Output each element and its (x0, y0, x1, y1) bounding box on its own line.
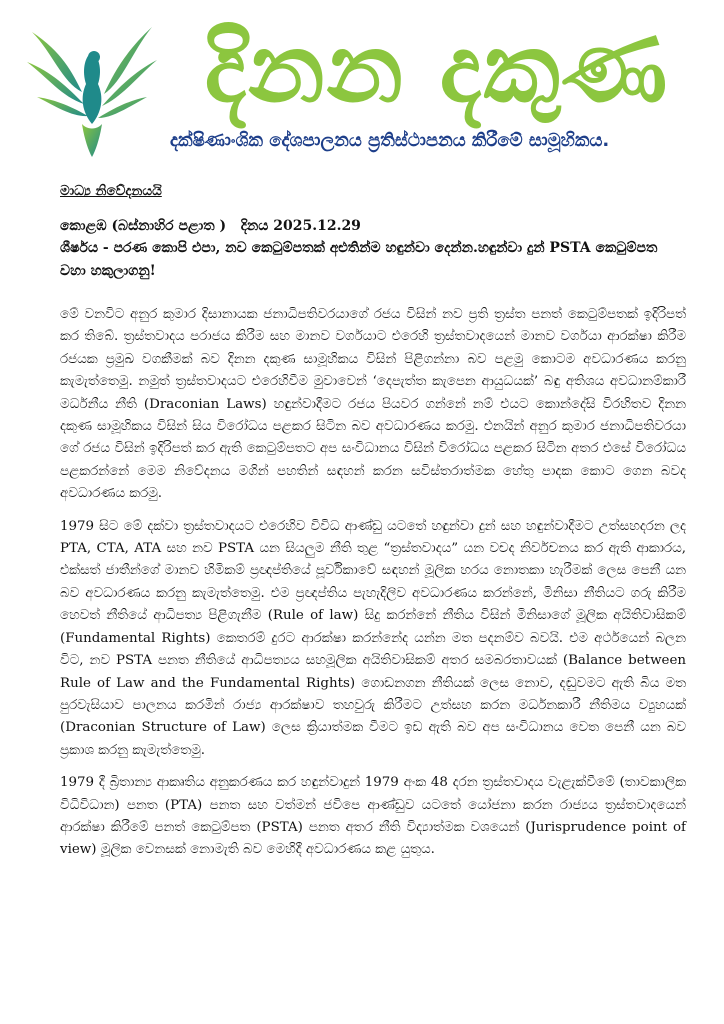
location: කොළඹ (බස්නාහිර පළාත ) (60, 217, 227, 234)
header (0, 0, 724, 175)
paragraph-2: 1979 සිට මේ දක්වා ත්‍රස්තවාදයට එරෙහිව විවිධ ආණ්ඩු යටතේ හඳුන්වා දුන් සහ හඳුන්වාදීමට උත්සහදරන ලද PTA, CTA, ATA සහ නව PSTA යන සියලුම නීති තුළ “ත්‍රස්තවාදය” යන වචද නිර්වචනය කර ඇති ආකාරය, එක්සත් ජාතීන්ගේ මානව හිමිකම් ප්‍රඥප්තියේ පූර්විකාවේ සඳහන් මූලික හරය නොතකා හැරීමක් ලෙස පෙනී යන බව අවධාරණය කරනු කැමැත්තෙමු. එම ප්‍රඥප්තිය පැහැදිලිව අවධාරණය කරන්නේ, මිනිසා නීතියට ගරු කිරීම හෙවත් නීතියේ ආධිපත්‍ය පිළිගැනීම (Rule of law) සිදු කරන්නේ නීතිය විසින් මිනිසාගේ මූලික අයිතිවාසිකම් (Fundamental Rights) කෙතරම් දුරට ආරක්ෂා කරන්නේද යන්න මත පදනම්ව බවයි. එම අර්ථයෙන් බලන විට, නව PSTA පනත නීතියේ ආධිපත්‍යය සහමූලික අයිතිවාසිකම් අතර සමබරතාවයක් (Balance between Rule of Law and the Fundamental Rights) ගොඩනගන නීතියක් ලෙස නොව, දඬුවමට ඇති බිය මත පුරවැසියාව පාලනය කරමින් රාජ්‍ය ආරක්ෂාව තහවුරු කිරීමට උත්සහ කරන මර්ධනකාරී නීතිමය ව්‍යුහයක් (Draconian Structure of Law) ලෙස ක්‍රියාත්මක වීමට ඉඩ ඇති බව අප සංවිධානය වෙත පෙනී යන බව ප්‍රකාශ කරනු කැමැත්තෙමු. (60, 518, 686, 758)
tagline: දක්ෂිණාංශික දේශපාලනය ප්‍රතිස්ථාපනය කිරීමේ සාමූහිකය. (170, 130, 610, 151)
paragraph-1: මේ වනවිට අනුර කුමාර දිසානායක ජනාධිපතිවරයාගේ රජය විසින් නව ප්‍රති ත්‍රස්ත පනත් කෙටුම්පතක් ඉදිරිපත් කර තිබේ. ත්‍රස්තවාදය පරාජය කිරීම සහ මානව වර්ගයාට එරෙහි ත්‍රස්තවාදයෙන් මානව වර්ගයා ආරක්ෂා කිරීම රජයක ප්‍රමුඛ වගකීමක් බව දිනන දකුණ සාමූහිකය විසින් පිළිගන්නා බව පළමු කොටම අවධාරණය කරනු කැමැත්තෙමු. නමුත් ත්‍රස්තවාදයට එරෙහිවීම මුවාවෙන් ‘දෙපැත්ත කැපෙන ආයුධයක්’ බඳු අතිශය අවධානම්කාරී මර්ධනීය නීති (Draconian Laws) හඳුන්වාදීමට රජය පියවර ගන්නේ නම් එයට කොන්දේසි විරහිතව දිනන දකුණ සාමූහිකය විසින් සිය විරෝධය පළකර සිටින බව අවධාරණය කරමු. එනයින් අනුර කුමාර ජනාධිපතිවරයා ගේ රජය විසින් ඉදිරිපත් කර ඇති කෙටුම්පතට අප සංවිධානය විසින් විරෝධය පළකර සිටින අතර එසේ විරෝධය පළකරන්නේ මෙම නිවේදනය මගින් පහතින් සඳහන් කරන සවිස්තරාත්මක හේතු පාදක කොට ගෙන බවද අවධාරණය කරමු. (60, 307, 686, 502)
date-label: දිනය (240, 217, 269, 234)
phoenix-logo-icon (22, 12, 162, 162)
date: 2025.12.29 (273, 217, 361, 234)
press-release-body (60, 180, 686, 872)
document-label: මාධ්‍ය නිවේදනයයි (60, 183, 162, 199)
brand-name: දිනන දකුණ (204, 15, 670, 124)
paragraph-3: 1979 දී බ්‍රිතාන්‍ය ආකෘතිය අනුකරණය කර හඳුන්වාදුන් 1979 අංක 48 දරන ත්‍රස්තවාදය වැළැක්වීමේ (තාවකාලික විධිවිධාන) පනත (PTA) පනත සහ වත්මන් ජවිපෙ ආණ්ඩුව යටතේ යෝජනා කරන රාජ්‍යය ත්‍රස්තවාදයෙන් ආරක්ෂා කිරීමේ පනත් කෙටුම්පත (PSTA) පනත අතර නීති විද්‍යාත්මක වශයෙන් (Jurisprudence point of view) මූලික වෙනසක් නොමැති බව මෙහිදී අවධාරණය කළ යුතුය. (60, 775, 686, 858)
subject-heading: ශීර්ෂය - පරණ කොපි එපා, නව කෙටුම්පතක් අළුතින්ම හඳුන්වා දෙන්න.හඳුන්වා දුන් PSTA කෙටුම්පත වහා හකුලාගනු! (60, 240, 658, 279)
dateline (60, 215, 686, 238)
